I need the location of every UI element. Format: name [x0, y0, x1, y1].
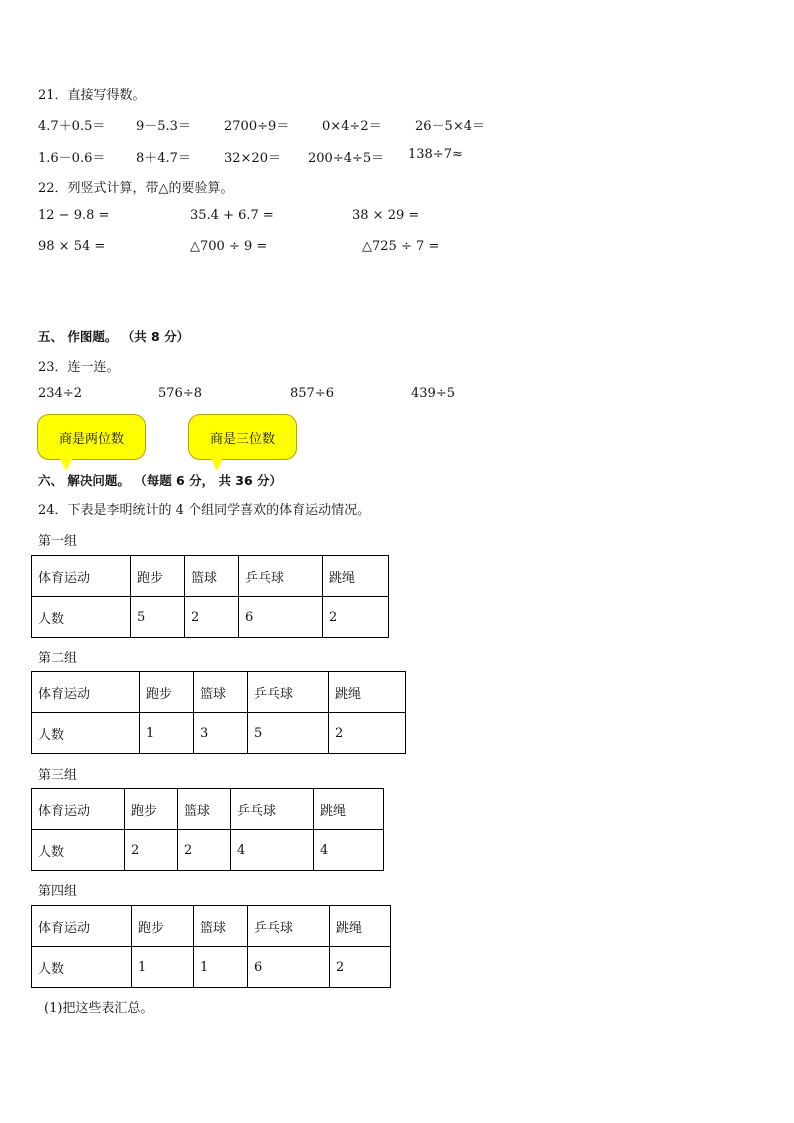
table-cell: 5	[131, 597, 185, 638]
q22-item: 38 × 29 =	[352, 208, 420, 223]
q22-item: △725 ÷ 7 =	[362, 239, 440, 254]
q21-title: 21．直接写得数。	[38, 88, 146, 103]
table-cell: 体育运动	[32, 672, 140, 713]
table-cell: 体育运动	[32, 906, 132, 947]
table-cell: 2	[330, 947, 391, 988]
table-row	[32, 947, 391, 988]
q21-item: 9－5.3＝	[136, 119, 191, 134]
table-cell: 6	[248, 947, 330, 988]
q21-item: 200÷4÷5＝	[308, 151, 385, 166]
q21-item: 138÷7≈	[408, 147, 463, 162]
table-cell: 2	[185, 597, 239, 638]
table-row	[32, 789, 384, 830]
table-cell: 跑步	[125, 789, 178, 830]
q24-sub-question: (1)把这些表汇总。	[44, 1001, 154, 1016]
table-cell: 跳绳	[314, 789, 384, 830]
q24-title: 24．下表是李明统计的 4 个组同学喜欢的体育运动情况。	[38, 503, 371, 518]
table-row	[32, 713, 406, 754]
q22-item: △700 ÷ 9 =	[190, 239, 268, 254]
table-row	[32, 597, 389, 638]
group-table	[31, 555, 389, 638]
bubble-tail	[211, 459, 223, 471]
group-table	[31, 671, 406, 754]
table-row	[32, 830, 384, 871]
answer-bubble-three-digit[interactable]	[188, 414, 297, 460]
table-cell: 2	[323, 597, 389, 638]
group-table	[31, 905, 391, 988]
q21-item: 32×20＝	[224, 151, 281, 166]
table-cell: 乒乓球	[248, 672, 329, 713]
table-cell: 6	[239, 597, 323, 638]
table-cell: 乒乓球	[248, 906, 330, 947]
table-cell: 跳绳	[329, 672, 406, 713]
table-cell: 2	[329, 713, 406, 754]
table-cell: 跑步	[140, 672, 194, 713]
q21-item: 26－5×4＝	[415, 119, 485, 134]
table-cell: 1	[140, 713, 194, 754]
table-cell: 人数	[32, 713, 140, 754]
expression[interactable]: 234÷2	[38, 386, 82, 401]
group-table	[31, 788, 384, 871]
table-cell: 体育运动	[32, 789, 125, 830]
table-row	[32, 556, 389, 597]
q22-item: 12 − 9.8 =	[38, 208, 110, 223]
table-row	[32, 906, 391, 947]
table-cell: 跑步	[131, 556, 185, 597]
table-cell: 3	[194, 713, 248, 754]
section-heading: 五、 作图题。 （共 8 分）	[38, 329, 190, 344]
q21-item: 4.7＋0.5＝	[38, 119, 106, 134]
q21-item: 8＋4.7＝	[136, 151, 191, 166]
table-cell: 5	[248, 713, 329, 754]
table-cell: 人数	[32, 597, 131, 638]
table-cell: 人数	[32, 830, 125, 871]
table-cell: 1	[194, 947, 248, 988]
q21-item: 1.6－0.6＝	[38, 151, 106, 166]
group-label: 第三组	[38, 768, 78, 783]
table-cell: 4	[314, 830, 384, 871]
table-cell: 乒乓球	[231, 789, 314, 830]
table-cell: 人数	[32, 947, 132, 988]
q22-title: 22．列竖式计算，带△的要验算。	[38, 181, 234, 196]
table-cell: 2	[125, 830, 178, 871]
table-cell: 篮球	[185, 556, 239, 597]
group-label: 第一组	[38, 534, 78, 549]
answer-bubble-two-digit[interactable]	[37, 414, 146, 460]
table-cell: 篮球	[194, 906, 248, 947]
group-label: 第四组	[38, 884, 78, 899]
table-cell: 篮球	[178, 789, 231, 830]
table-cell: 跳绳	[330, 906, 391, 947]
bubble-tail	[60, 459, 72, 471]
section-heading: 六、 解决问题。 （每题 6 分， 共 36 分）	[38, 473, 283, 488]
table-cell: 1	[132, 947, 194, 988]
bubble-label: 商是三位数	[209, 431, 275, 447]
q23-title: 23．连一连。	[38, 360, 120, 375]
table-row	[32, 672, 406, 713]
table-cell: 2	[178, 830, 231, 871]
expression[interactable]: 439÷5	[411, 386, 455, 401]
expression[interactable]: 857÷6	[290, 386, 334, 401]
q21-item: 2700÷9＝	[224, 119, 290, 134]
table-cell: 跳绳	[323, 556, 389, 597]
table-cell: 体育运动	[32, 556, 131, 597]
table-cell: 跑步	[132, 906, 194, 947]
table-cell: 4	[231, 830, 314, 871]
table-cell: 乒乓球	[239, 556, 323, 597]
expression[interactable]: 576÷8	[158, 386, 202, 401]
q22-item: 35.4 + 6.7 =	[190, 208, 274, 223]
group-label: 第二组	[38, 651, 78, 666]
q22-item: 98 × 54 =	[38, 239, 106, 254]
bubble-label: 商是两位数	[58, 431, 124, 447]
q21-item: 0×4÷2＝	[322, 119, 382, 134]
table-cell: 篮球	[194, 672, 248, 713]
